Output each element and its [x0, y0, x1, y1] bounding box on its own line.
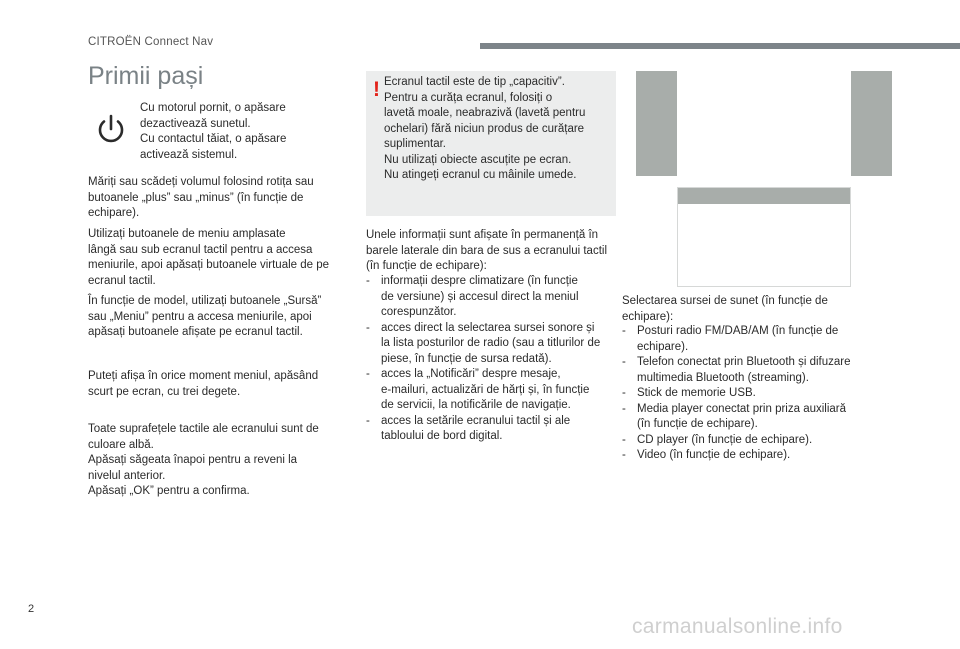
paragraph-source-menu: În funcție de model, utilizați butoanele „Sursă” sau „Meniu” pentru a accesa meniurile, apoi apăsați butoanele afișate pe ecranul tactil.: [88, 295, 322, 338]
list-item: - Posturi radio FM/DAB/AM (în funcție de echipare).: [622, 324, 892, 355]
power-text: Cu motorul pornit, o apăsare dezactivează sunetul. Cu contactul tăiat, o apăsare activează sistemul.: [140, 102, 287, 161]
list-item: - acces la setările ecranului tactil și ale tabloului de bord digital.: [366, 414, 621, 445]
list-item: - acces direct la selectarea sursei sonore și la lista posturilor de radio (sau a titlurilor de piese, în funcție de sursa redată).: [366, 321, 621, 368]
list-item: - Stick de memorie USB.: [622, 386, 892, 402]
paragraph-touch-surfaces: Toate suprafețele tactile ale ecranului sunt de culoare albă. Apăsați săgeata înapoi pentru a reveni la nivelul anterior. Apăsați „OK” pentru a confirma.: [88, 423, 319, 497]
list-item: - acces la „Notificări” despre mesaje, e-mailuri, actualizări de hărți și, în funcție de servicii, la notificările de navigație.: [366, 367, 621, 414]
info-intro: Unele informații sunt afișate în permanență în barele laterale din bara de sus a ecranului tactil (în funcție de echipare):: [366, 229, 608, 272]
header-bar: [480, 43, 960, 49]
page-title: Primii pași: [88, 62, 204, 90]
screen-illustration-top: [636, 71, 892, 176]
info-list: [366, 274, 621, 445]
list-item: - Telefon conectat prin Bluetooth și difuzare multimedia Bluetooth (streaming).: [622, 355, 892, 386]
paragraph-menu-buttons: Utilizați butoanele de meniu amplasate lângă sau sub ecranul tactil pentru a accesa meniurile, apoi apăsați butoanele virtuale de pe ecranul tactil.: [88, 228, 330, 287]
source-intro: Selectarea sursei de sunet (în funcție de echipare):: [622, 295, 828, 323]
source-list: [622, 324, 892, 464]
page-number: 2: [28, 603, 35, 615]
watermark: carmanualsonline.info: [632, 615, 843, 638]
paragraph-three-fingers: Puteți afișa în orice moment meniul, apăsând scurt pe ecran, cu trei degete.: [88, 370, 319, 398]
warning-icon: !: [373, 78, 380, 101]
header-title: CITROËN Connect Nav: [88, 36, 214, 48]
list-item: - Video (în funcție de echipare).: [622, 448, 892, 464]
power-icon: [92, 110, 130, 148]
paragraph-volume: Măriți sau scădeți volumul folosind rotița sau butoanele „plus” sau „minus” (în funcție de echipare).: [88, 176, 314, 219]
list-item: - Media player conectat prin priza auxiliară (în funcție de echipare).: [622, 402, 892, 433]
list-item: - informații despre climatizare (în funcție de versiune) și accesul direct la meniul corespunzător.: [366, 274, 621, 321]
list-item: - CD player (în funcție de echipare).: [622, 433, 892, 449]
screen-illustration-bottom: [677, 187, 851, 287]
warning-text: Ecranul tactil este de tip „capacitiv”. Pentru a curăța ecranul, folosiți o lavetă moale, neabrazivă (lavetă pentru ochelari) fără niciun produs de curățare suplimentar. Nu utilizați obiecte ascuțite pe ecran. Nu atingeți ecranul cu mâinile umede.: [384, 76, 586, 181]
